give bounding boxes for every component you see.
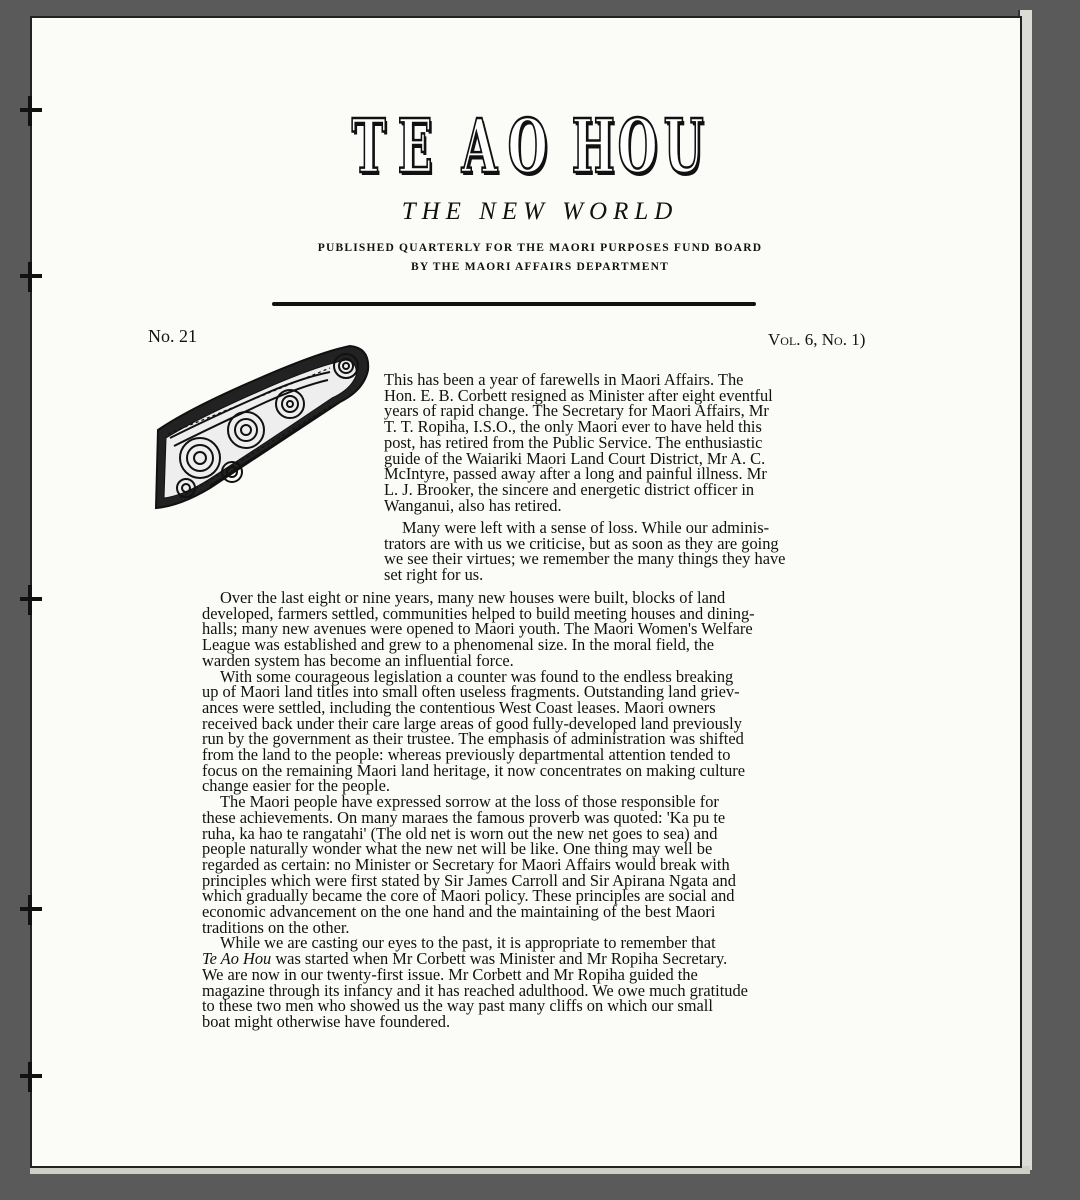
text-line: Wanganui, also has retired.	[384, 495, 562, 515]
text-line: We are now in our twenty-first issue. Mr Corbett and Mr Ropiha guided the	[202, 964, 698, 984]
text-line: While we are casting our eyes to the past, it is appropriate to remember that	[220, 933, 716, 953]
text-line: magazine through its infancy and it has reached adulthood. We owe much gratitude	[202, 980, 748, 1000]
text-line: trators are with us we criticise, but as soon as they are going	[384, 533, 779, 553]
text-line: principles which were first stated by Sir James Carroll and Sir Apirana Ngata and	[202, 870, 736, 890]
text-line: Over the last eight or nine years, many new houses were built, blocks of land	[220, 588, 726, 607]
text-line: economic advancement on the one hand and the maintaining of the best Maori	[202, 902, 716, 922]
masthead-letter: O	[507, 104, 548, 190]
masthead-word	[454, 104, 548, 190]
text-line: regarded as certain: no Minister or Secretary for Maori Affairs would break with	[202, 854, 730, 874]
publisher-line: BY THE MAORI AFFAIRS DEPARTMENT	[410, 261, 670, 273]
text-line: T. T. Ropiha, I.S.O., the only Maori ever to have held this	[384, 417, 762, 437]
text-line: post, has retired from the Public Service. The enthusiastic	[384, 432, 763, 452]
text-line: ances were settled, including the contentious West Coast leases. Maori owners	[202, 697, 716, 717]
masthead-word	[344, 104, 433, 190]
text-line: This has been a year of farewells in Maori Affairs. The	[384, 370, 744, 389]
text-line: focus on the remaining Maori land heritage, it now concentrates on making culture	[202, 760, 745, 780]
masthead-letter: H	[571, 104, 615, 190]
binding-mark	[18, 96, 42, 126]
masthead-title	[270, 106, 770, 188]
text-line: halls; many new avenues were opened to Maori youth. The Maori Women's Welfare	[202, 619, 753, 639]
masthead-letter: T	[351, 104, 386, 190]
masthead-rule	[272, 302, 756, 306]
text-line: from the land to the people: whereas previously departmental attention tended to	[202, 745, 731, 765]
text-line: change easier for the people.	[202, 776, 390, 796]
masthead-subtitle: THE NEW WORLD	[401, 198, 679, 225]
lead-paragraph	[384, 372, 896, 513]
text-line: Te Ao Hou was started when Mr Corbett was Minister and Mr Ropiha Secretary.	[202, 949, 728, 969]
volume-number: Vol. 6, No. 1)	[768, 330, 866, 349]
issue-number: No. 21	[148, 326, 197, 346]
text-line: received back under their care large areas of good fully-developed land previously	[202, 713, 742, 733]
carving-illustration	[150, 338, 372, 516]
text-line: Many were left with a sense of loss. While our adminis-	[402, 518, 770, 537]
text-line: League was established and grew to a phenomenal size. In the moral field, the	[202, 635, 715, 655]
text-line: traditions on the other.	[202, 917, 350, 937]
text-line: warden system has become an influential force.	[202, 650, 514, 670]
text-line: Hon. E. B. Corbett resigned as Minister after eight eventful	[384, 385, 773, 405]
second-paragraph	[384, 520, 896, 583]
text-line: these achievements. On many maraes the famous proverb was quoted: 'Ka pu te	[202, 807, 726, 827]
masthead-letter: A	[461, 104, 498, 190]
binding-mark	[18, 585, 42, 615]
publisher-line: PUBLISHED QUARTERLY FOR THE MAORI PURPOSES FUND BOARD	[317, 242, 763, 254]
text-line: we see their virtues; we remember the many things they have	[384, 549, 786, 569]
text-line: guide of the Waiariki Maori Land Court District, Mr A. C.	[384, 448, 766, 468]
text-line: up of Maori land titles into small often useless fragments. Outstanding land griev-	[202, 682, 740, 702]
text-line: McIntyre, passed away after a long and painful illness. Mr	[384, 464, 767, 484]
masthead-word	[564, 104, 704, 190]
text-line: ruha, ka hao te rangatahi' (The old net is worn out the new net goes to sea) and	[202, 823, 718, 843]
masthead-letter: O	[617, 104, 658, 190]
text-line: to these two men who showed us the way past many cliffs on which our small	[202, 996, 713, 1016]
masthead-letter: E	[397, 104, 433, 190]
binding-mark	[18, 895, 42, 925]
text-line: which gradually became the core of Maori policy. These principles are social and	[202, 886, 735, 906]
binding-mark	[18, 1062, 42, 1092]
text-line: set right for us.	[384, 565, 484, 585]
masthead-letter: U	[663, 104, 704, 190]
article-body	[202, 590, 896, 1030]
text-line: With some courageous legislation a counter was found to the endless breaking	[220, 666, 734, 686]
text-line: boat might otherwise have foundered.	[202, 1011, 451, 1031]
text-line: The Maori people have expressed sorrow at the loss of those responsible for	[220, 792, 719, 812]
text-line: run by the government as their trustee. The emphasis of administration was shifted	[202, 729, 744, 749]
text-line: L. J. Brooker, the sincere and energetic district officer in	[384, 479, 755, 499]
text-line: developed, farmers settled, communities helped to build meeting houses and dining-	[202, 603, 755, 623]
text-line: people naturally wonder what the new net will be like. One thing may well be	[202, 839, 713, 859]
text-line: years of rapid change. The Secretary for Maori Affairs, Mr	[384, 401, 769, 421]
